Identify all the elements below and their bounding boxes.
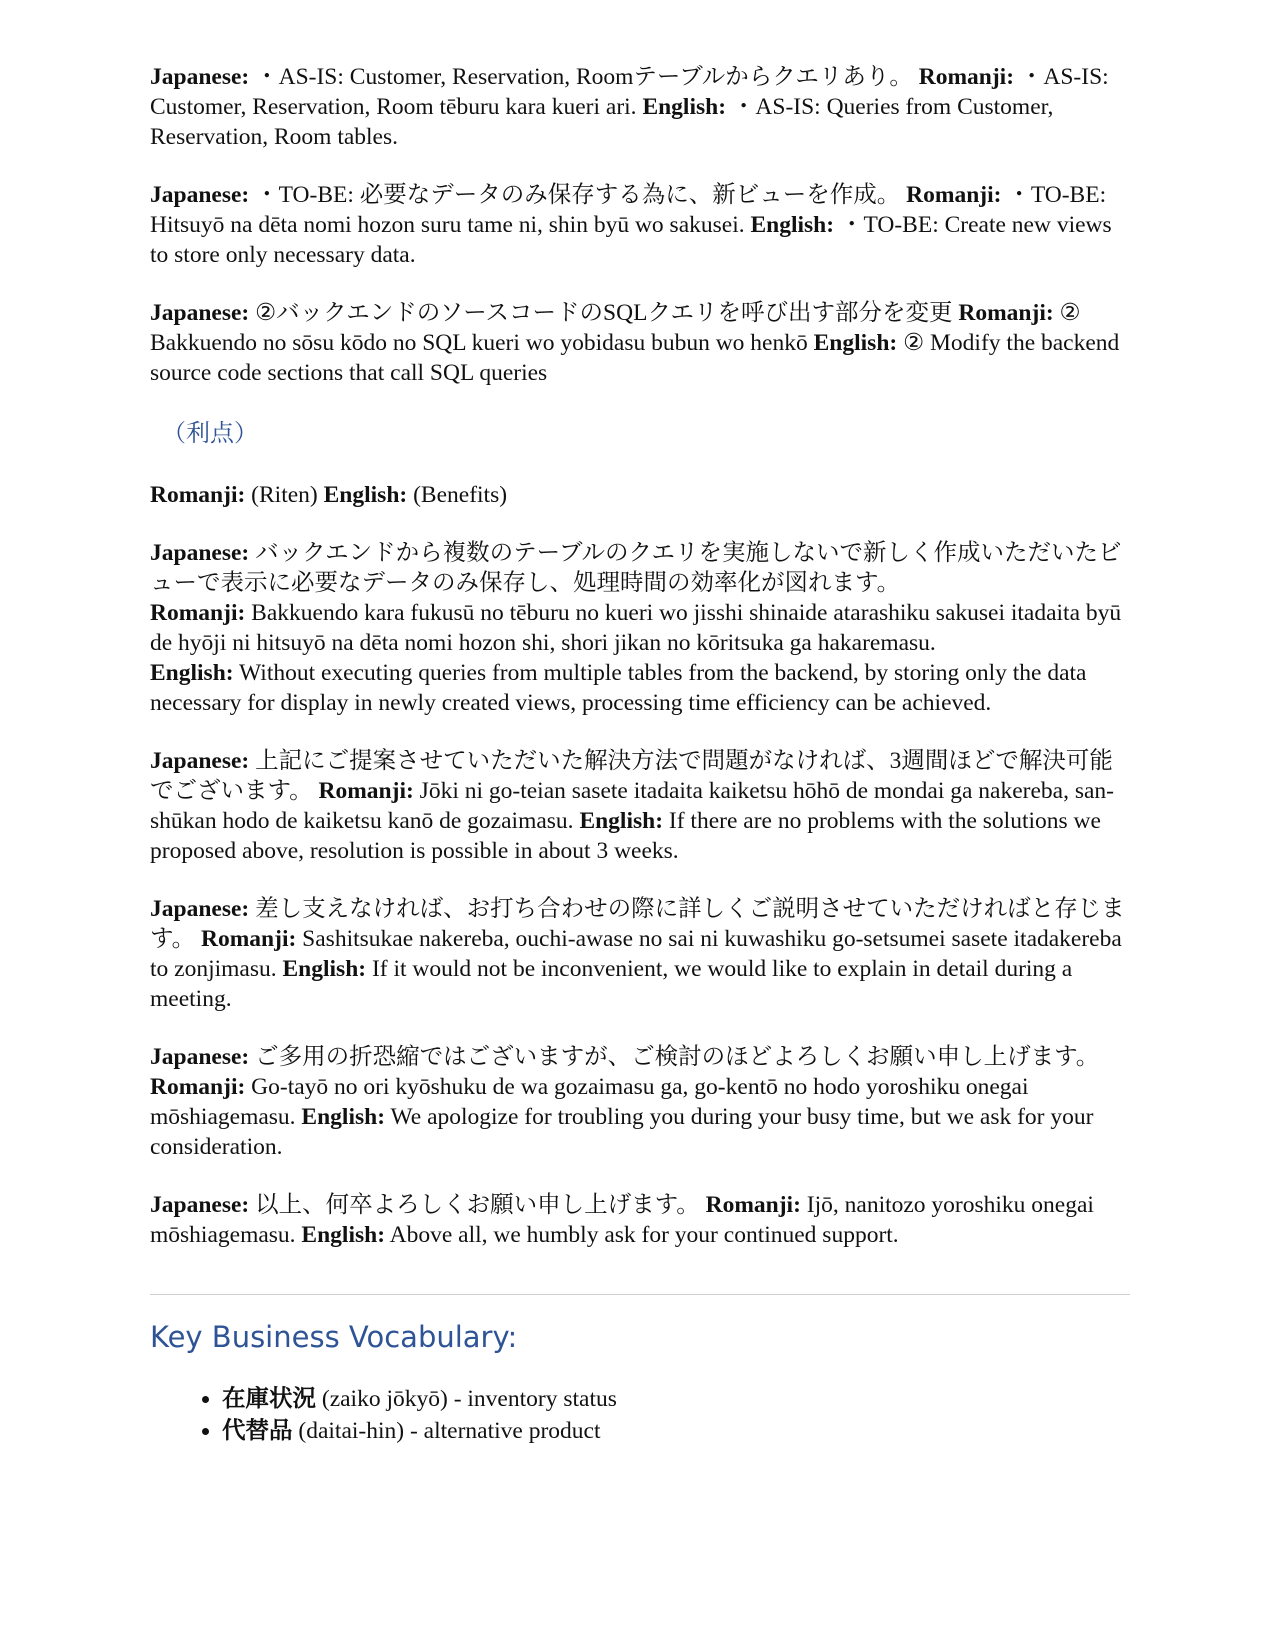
japanese-text: ・TO-BE: 必要なデータのみ保存する為に、新ビューを作成。 (255, 182, 901, 208)
vocabulary-item (222, 1415, 1130, 1447)
english-label: English: (642, 94, 727, 120)
japanese-label: Japanese: (150, 182, 250, 208)
japanese-text: 差し支えなければ、お打ち合わせの際に詳しくご説明させていただければと存じます。 (150, 896, 1125, 952)
japanese-label: Japanese: (150, 896, 250, 922)
romanji-label: Romanji: (150, 1074, 246, 1100)
english-label: English: (301, 1222, 386, 1248)
romanji-text: Go-tayō no ori kyōshuku de wa gozaimasu ga, go-kentō no hodo yoroshiku onegai mōshiagemasu. (150, 1074, 1029, 1130)
vocabulary-definition: (daitai-hin) - alternative product (298, 1418, 601, 1444)
benefits-heading: （利点） (162, 419, 258, 447)
english-label: English: (750, 212, 835, 238)
japanese-label: Japanese: (150, 1044, 250, 1070)
japanese-label: Japanese: (150, 748, 250, 774)
vocabulary-term: 代替品 (222, 1418, 293, 1444)
english-label: English: (282, 956, 367, 982)
english-text: (Benefits) (413, 482, 508, 508)
vocabulary-definition: (zaiko jōkyō) - inventory status (321, 1386, 617, 1412)
paragraph-closing (150, 1190, 1130, 1250)
paragraph-to-be (150, 180, 1130, 270)
japanese-label: Japanese: (150, 540, 250, 566)
english-label: English: (813, 330, 898, 356)
romanji-text: (Riten) (251, 482, 318, 508)
romanji-text: ・TO-BE: Hitsuyō na dēta nomi hozon suru tame ni, shin byū wo sakusei. (150, 182, 1107, 238)
romanji-label: Romanji: (958, 300, 1054, 326)
paragraph-benefits (150, 538, 1130, 718)
section-divider (150, 1294, 1130, 1295)
romanji-text: Jōki ni go-teian sasete itadaita kaiketsu hōhō de mondai ga nakereba, san-shūkan hodo de kaiketsu kanō de gozaimasu. (150, 778, 1115, 834)
japanese-text: 以上、何卒よろしくお願い申し上げます。 (255, 1192, 700, 1218)
japanese-label: Japanese: (150, 1192, 250, 1218)
paragraph-proposal (150, 746, 1130, 866)
vocabulary-term: 在庫状況 (222, 1386, 316, 1412)
japanese-text: ②バックエンドのソースコードのSQLクエリを呼び出す部分を変更 (255, 300, 953, 326)
romanji-label: Romanji: (150, 482, 246, 508)
japanese-label: Japanese: (150, 64, 250, 90)
vocabulary-list (150, 1383, 1130, 1447)
romanji-text: Bakkuendo kara fukusū no tēburu no kueri wo jisshi shinaide atarashiku sakusei itadaita byū de hyōji ni hitsuyō na dēta nomi hozon shi, shori jikan no kōritsuka ga hakaremasu. (150, 600, 1122, 656)
vocabulary-heading: Key Business Vocabulary: (150, 1320, 518, 1354)
japanese-text: バックエンドから複数のテーブルのクエリを実施しないで新しく作成いただいたビューで表示に必要なデータのみ保存し、処理時間の効率化が図れます。 (150, 540, 1122, 596)
paragraph-step-2 (150, 298, 1130, 388)
english-text: Without executing queries from multiple tables from the backend, by storing only the data necessary for display in newly created views, processing time efficiency can be achieved. (150, 660, 1087, 716)
romanji-label: Romanji: (150, 600, 246, 626)
paragraph-as-is (150, 62, 1130, 152)
romanji-label: Romanji: (318, 778, 414, 804)
english-text: ・AS-IS: Queries from Customer, Reservation, Room tables. (150, 94, 1054, 150)
romanji-text: ② Bakkuendo no sōsu kōdo no SQL kueri wo yobidasu bubun wo henkō (150, 300, 1081, 356)
english-text: Above all, we humbly ask for your continued support. (389, 1222, 899, 1248)
paragraph-consideration (150, 1042, 1130, 1162)
document-body (150, 62, 1130, 1447)
romanji-label: Romanji: (201, 926, 297, 952)
romanji-label: Romanji: (906, 182, 1002, 208)
benefits-translation (150, 480, 1130, 510)
vocabulary-item (222, 1383, 1130, 1415)
japanese-text: 上記にご提案させていただいた解決方法で問題がなければ、3週間ほどで解決可能でございます。 (150, 748, 1113, 804)
english-label: English: (579, 808, 664, 834)
english-text: If there are no problems with the solutions we proposed above, resolution is possible in about 3 weeks. (150, 808, 1101, 864)
english-label: English: (301, 1104, 386, 1130)
english-text: ・TO-BE: Create new views to store only necessary data. (150, 212, 1112, 268)
english-text: If it would not be inconvenient, we would like to explain in detail during a meeting. (150, 956, 1073, 1012)
japanese-label: Japanese: (150, 300, 250, 326)
romanji-label: Romanji: (918, 64, 1015, 90)
english-text: We apologize for troubling you during your busy time, but we ask for your consideration. (150, 1104, 1094, 1160)
romanji-label: Romanji: (705, 1192, 801, 1218)
english-label: English: (323, 482, 408, 508)
romanji-text: Ijō, nanitozo yoroshiku onegai mōshiagemasu. (150, 1192, 1094, 1248)
japanese-text: ご多用の折恐縮ではございますが、ご検討のほどよろしくお願い申し上げます。 (255, 1044, 1100, 1070)
romanji-text: Sashitsukae nakereba, ouchi-awase no sai ni kuwashiku go-setsumei sasete itadakereba to zonjimasu. (150, 926, 1122, 982)
paragraph-meeting (150, 894, 1130, 1014)
english-text: ② Modify the backend source code sections that call SQL queries (150, 330, 1120, 386)
japanese-text: ・AS-IS: Customer, Reservation, Roomテーブルからクエリあり。 (255, 64, 913, 90)
english-label: English: (150, 660, 234, 686)
romanji-text: ・AS-IS: Customer, Reservation, Room tēburu kara kueri ari. (150, 64, 1109, 120)
